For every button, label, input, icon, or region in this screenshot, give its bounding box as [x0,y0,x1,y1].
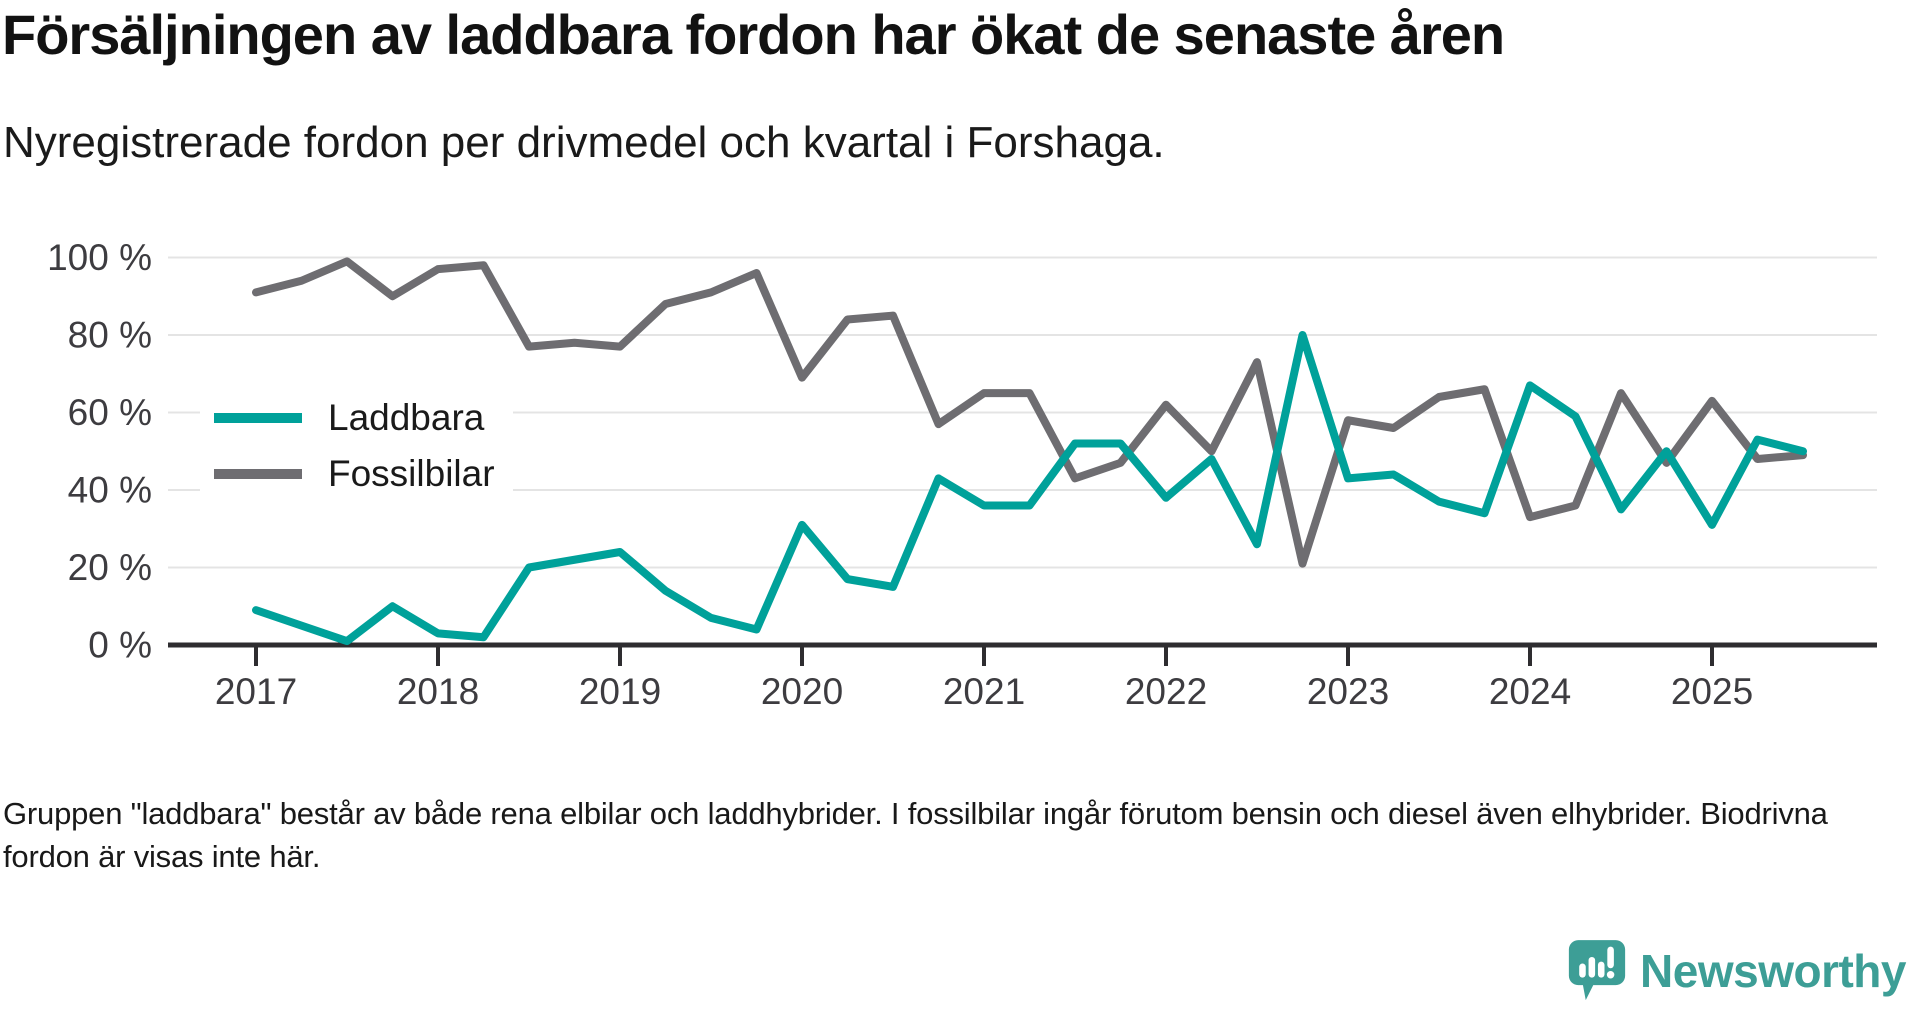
x-tick-label: 2024 [1488,671,1572,712]
y-tick-label: 100 % [47,237,152,278]
legend-item-fossilbilar [214,446,495,502]
x-tick-label: 2025 [1670,671,1754,712]
y-tick-label: 40 % [67,469,152,511]
x-tick-label: 2017 [214,671,298,712]
fossilbilar-line-swatch [214,469,302,479]
y-tick-label: 0 % [88,624,152,666]
page-title: Försäljningen av laddbara fordon har ökat de senaste åren [2,3,1505,66]
legend-item-laddbara [214,390,495,446]
y-tick-label: 80 % [67,314,152,356]
x-tick-label: 2023 [1306,671,1390,712]
laddbara-line-swatch [214,413,302,423]
y-tick-label: 60 % [67,392,152,433]
newsworthy-logo-icon [1567,938,1627,1004]
chart-legend [200,386,513,506]
legend-label-laddbara: Laddbara [328,397,485,438]
page-subtitle: Nyregistrerade fordon per drivmedel och kvartal i Forshaga. [3,118,1165,167]
y-tick-label: 20 % [67,547,152,588]
newsworthy-wordmark: Newsworthy [1640,945,1906,997]
footnote: Gruppen "laddbara" består av både rena elbilar och laddhybrider. I fossilbilar ingår förutom bensin och diesel även elhybrider. Biodrivna fordon är visas inte här. [3,796,1828,874]
x-tick-label: 2020 [760,671,844,712]
x-tick-label: 2022 [1124,671,1208,712]
legend-label-fossilbilar: Fossilbilar [328,453,495,494]
newsworthy-branding [1567,938,1906,1004]
x-tick-label: 2018 [396,671,480,712]
x-tick-label: 2019 [578,671,662,712]
x-tick-label: 2021 [942,671,1026,712]
